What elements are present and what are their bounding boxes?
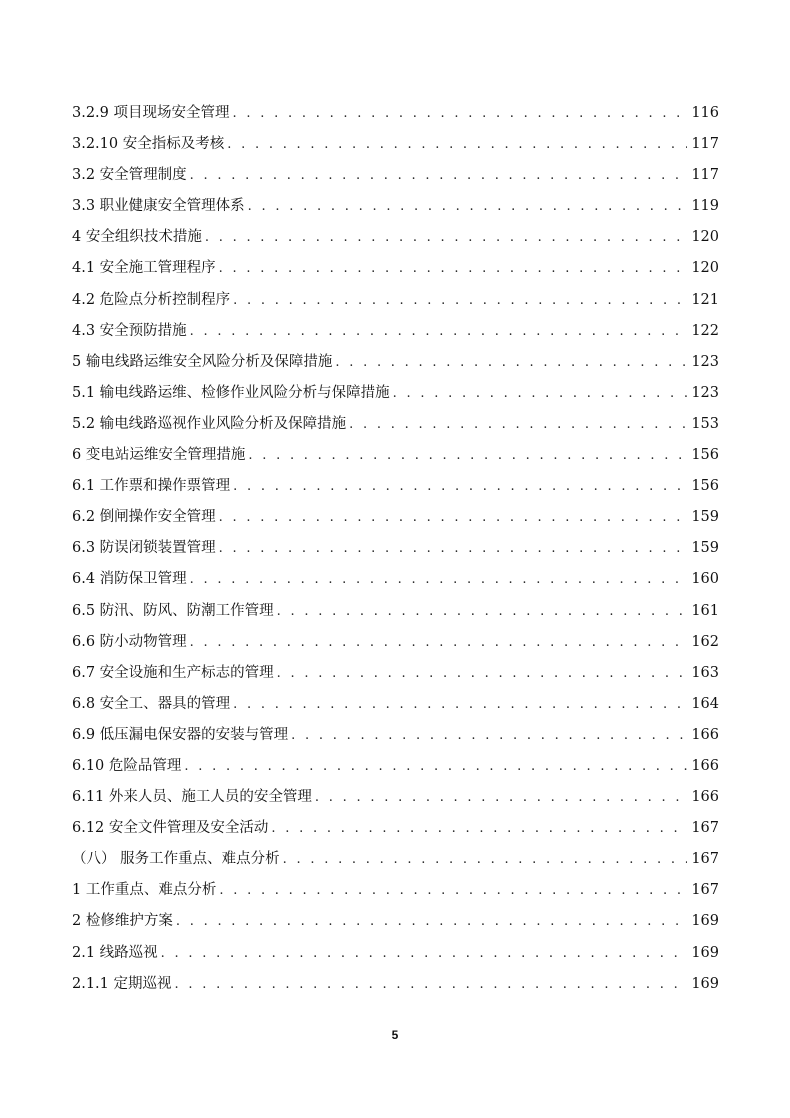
toc-entry-label: 6.5 防汛、防风、防潮工作管理 [72, 602, 274, 619]
toc-entry[interactable] [72, 440, 719, 471]
toc-entry-page: 163 [691, 664, 719, 681]
toc-entry[interactable] [72, 347, 719, 378]
toc-entry-label: 5.1 输电线路运维、检修作业风险分析与保障措施 [72, 384, 390, 401]
toc-entry-page: 117 [691, 167, 719, 184]
toc-leader-dots [184, 751, 687, 782]
toc-entry-page: 167 [691, 820, 719, 837]
toc-leader-dots [227, 129, 687, 160]
toc-leader-dots [271, 813, 687, 844]
toc-entry-label: 4.3 安全预防措施 [72, 322, 187, 339]
toc-entry-page: 120 [691, 260, 719, 277]
toc-entry-page: 161 [691, 602, 719, 619]
toc-entry-page: 122 [691, 322, 719, 339]
toc-entry-label: 6.4 消防保卫管理 [72, 571, 187, 588]
toc-entry[interactable] [72, 658, 719, 689]
toc-entry-label: 3.2.9 项目现场安全管理 [72, 105, 230, 121]
toc-leader-dots [248, 191, 688, 222]
toc-entry-page: 117 [691, 136, 719, 153]
toc-leader-dots [219, 875, 687, 906]
toc-entry-page: 156 [691, 478, 719, 495]
toc-leader-dots [393, 378, 688, 409]
page-number: 5 [391, 1028, 399, 1042]
toc-entry-page: 123 [691, 384, 719, 401]
toc-entry-page: 121 [691, 291, 719, 308]
toc-entry-page: 166 [691, 757, 719, 774]
toc-entry[interactable] [72, 969, 719, 1000]
toc-entry[interactable] [72, 906, 719, 937]
toc-entry[interactable] [72, 751, 719, 782]
toc-entry-page: 119 [691, 198, 719, 215]
toc-entry[interactable] [72, 720, 719, 751]
toc-entry-page: 166 [691, 789, 719, 806]
toc-entry-label: 6.3 防误闭锁装置管理 [72, 540, 216, 557]
toc-entry[interactable] [72, 689, 719, 720]
toc-entry-label: 4 安全组织技术措施 [72, 229, 202, 246]
toc-leader-dots [190, 316, 688, 347]
toc-entry[interactable] [72, 813, 719, 844]
toc-entry-label: 6.1 工作票和操作票管理 [72, 478, 231, 495]
toc-leader-dots [277, 596, 688, 627]
toc-entry-label: 6.2 倒闸操作安全管理 [72, 509, 216, 526]
toc-leader-dots [233, 689, 687, 720]
toc-entry[interactable] [72, 378, 719, 409]
toc-entry[interactable] [72, 191, 719, 222]
toc-entry-page: 120 [691, 229, 719, 246]
toc-leader-dots [335, 347, 687, 378]
toc-entry-label: 6.11 外来人员、施工人员的安全管理 [72, 789, 312, 806]
toc-leader-dots [175, 969, 688, 1000]
toc-entry-label: 3.3 职业健康安全管理体系 [72, 198, 245, 215]
toc-entry-page: 159 [691, 540, 719, 557]
toc-entry-page: 169 [691, 944, 719, 961]
toc-entry[interactable] [72, 285, 719, 316]
toc-leader-dots [315, 782, 687, 813]
toc-entry[interactable] [72, 316, 719, 347]
toc-entry-label: （八） 服务工作重点、难点分析 [72, 851, 280, 868]
toc-entry-page: 116 [691, 105, 719, 121]
toc-leader-dots [190, 627, 688, 658]
toc-entry-page: 164 [691, 695, 719, 712]
toc-entry[interactable] [72, 98, 719, 129]
toc-entry-label: 4.2 危险点分析控制程序 [72, 291, 231, 308]
toc-leader-dots [176, 906, 687, 937]
toc-leader-dots [248, 440, 687, 471]
toc-leader-dots [233, 471, 687, 502]
toc-entry[interactable] [72, 844, 719, 875]
toc-leader-dots [219, 253, 688, 284]
toc-entry[interactable] [72, 938, 719, 969]
toc-entry[interactable] [72, 875, 719, 906]
toc-entry-page: 162 [691, 633, 719, 650]
toc-entry-label: 1 工作重点、难点分析 [72, 882, 217, 899]
toc-entry[interactable] [72, 564, 719, 595]
toc-entry-label: 6.7 安全设施和生产标志的管理 [72, 664, 274, 681]
toc-entry[interactable] [72, 502, 719, 533]
toc-leader-dots [219, 533, 688, 564]
toc-entry[interactable] [72, 533, 719, 564]
toc-entry-page: 153 [691, 415, 719, 432]
toc-entry[interactable] [72, 627, 719, 658]
toc-entry-label: 5 输电线路运维安全风险分析及保障措施 [72, 353, 333, 370]
toc-entry-label: 4.1 安全施工管理程序 [72, 260, 216, 277]
toc-leader-dots [161, 938, 688, 969]
toc-entry-label: 6 变电站运维安全管理措施 [72, 447, 246, 464]
toc-entry-label: 2.1.1 定期巡视 [72, 975, 172, 992]
toc-entry[interactable] [72, 596, 719, 627]
toc-leader-dots [205, 222, 687, 253]
toc-entry-page: 167 [691, 851, 719, 868]
toc-leader-dots [277, 658, 688, 689]
toc-entry[interactable] [72, 253, 719, 284]
toc-leader-dots [349, 409, 687, 440]
toc-entry-page: 166 [691, 726, 719, 743]
toc-entry-label: 2 检修维护方案 [72, 913, 173, 930]
toc-entry[interactable] [72, 160, 719, 191]
toc-entry-page: 156 [691, 447, 719, 464]
toc-entry-label: 6.12 安全文件管理及安全活动 [72, 820, 269, 837]
toc-entry-label: 6.9 低压漏电保安器的安装与管理 [72, 726, 289, 743]
table-of-contents [72, 98, 719, 1000]
toc-entry[interactable] [72, 782, 719, 813]
toc-leader-dots [291, 720, 687, 751]
toc-entry-page: 169 [691, 913, 719, 930]
toc-leader-dots [190, 564, 688, 595]
toc-entry[interactable] [72, 222, 719, 253]
toc-entry-label: 3.2.10 安全指标及考核 [72, 136, 225, 153]
toc-entry-page: 160 [691, 571, 719, 588]
toc-entry[interactable] [72, 129, 719, 160]
toc-entry-page: 123 [691, 353, 719, 370]
toc-leader-dots [233, 285, 687, 316]
toc-leader-dots [233, 98, 688, 129]
toc-leader-dots [219, 502, 688, 533]
toc-entry-page: 159 [691, 509, 719, 526]
toc-leader-dots [190, 160, 688, 191]
toc-entry-label: 6.6 防小动物管理 [72, 633, 187, 650]
toc-entry[interactable] [72, 471, 719, 502]
toc-leader-dots [283, 844, 688, 875]
toc-entry-label: 6.8 安全工、器具的管理 [72, 695, 231, 712]
toc-entry-label: 6.10 危险品管理 [72, 757, 182, 774]
toc-entry[interactable] [72, 409, 719, 440]
toc-entry-page: 167 [691, 882, 719, 899]
toc-entry-page: 169 [691, 975, 719, 992]
toc-entry-label: 2.1 线路巡视 [72, 944, 158, 961]
toc-entry-label: 5.2 输电线路巡视作业风险分析及保障措施 [72, 415, 347, 432]
toc-entry-label: 3.2 安全管理制度 [72, 167, 187, 184]
